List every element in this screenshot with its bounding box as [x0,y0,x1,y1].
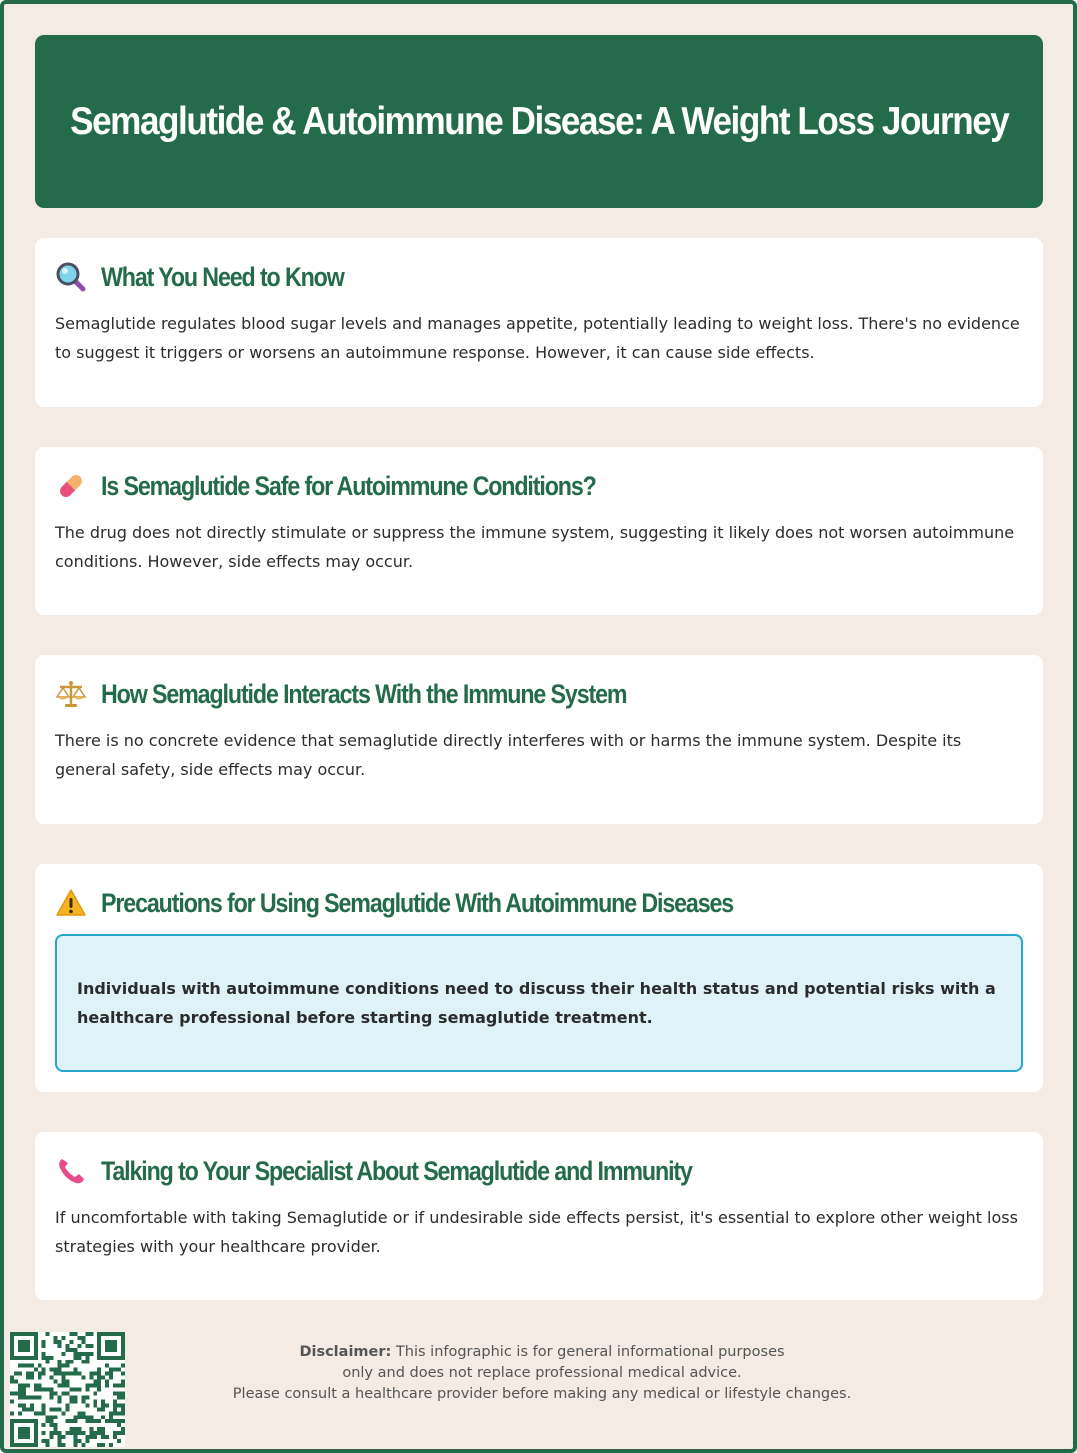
disclaimer-line-3: Please consult a healthcare provider before making any medical or lifestyle changes. [232,1386,852,1402]
section-text: Semaglutide regulates blood sugar levels and manages appetite, potentially leading to weight loss. There's no evidence to suggest it triggers or worsens an autoimmune response. However, it can cause side effects. [55,314,1020,362]
section-safety [35,447,1043,615]
section-text: There is no concrete evidence that semaglutide directly interferes with or harms the immune system. Despite its general safety, side effects may occur. [55,731,962,779]
section-title: Precautions for Using Semaglutide With Autoimmune Diseases [101,887,734,918]
callout-text: Individuals with autoimmune conditions need to discuss their health status and potential risks with a healthcare professional before starting semaglutide treatment. [77,979,996,1027]
pill-icon [55,470,87,502]
section-title: What You Need to Know [101,261,344,292]
warning-icon [55,887,87,919]
section-text: The drug does not directly stimulate or suppress the immune system, suggesting it likely does not worsen autoimmune conditions. However, side effects may occur. [55,523,1015,571]
section-talking-to-specialist [35,1132,1043,1300]
page-title: Semaglutide & Autoimmune Disease: A Weight Loss Journey [69,99,1009,143]
balance-scale-icon [55,678,87,710]
section-what-you-need-to-know [35,238,1043,407]
section-heading [55,260,383,294]
section-heading [55,886,836,920]
magnifying-glass-icon [55,261,87,293]
section-title: How Semaglutide Interacts With the Immune System [101,678,627,709]
disclaimer [204,1342,880,1405]
disclaimer-line-1: This infographic is for general informational purposes [395,1344,785,1360]
qr-code [10,1332,125,1447]
section-heading [55,469,676,503]
section-text: If uncomfortable with taking Semaglutide or if undesirable side effects persist, it's essential to explore other weight loss strategies with your healthcare provider. [55,1208,1018,1256]
section-heading [55,677,712,711]
callout-box [55,934,1023,1072]
section-precautions [35,864,1043,1092]
disclaimer-line-2: only and does not replace professional medical advice. [342,1365,742,1381]
telephone-icon [55,1155,87,1187]
title-banner [35,35,1043,208]
section-title: Is Semaglutide Safe for Autoimmune Conditions? [101,470,596,501]
section-heading [55,1154,788,1188]
section-immune-interaction [35,655,1043,824]
section-title: Talking to Your Specialist About Semaglutide and Immunity [101,1155,692,1186]
disclaimer-label: Disclaimer: [299,1344,392,1360]
